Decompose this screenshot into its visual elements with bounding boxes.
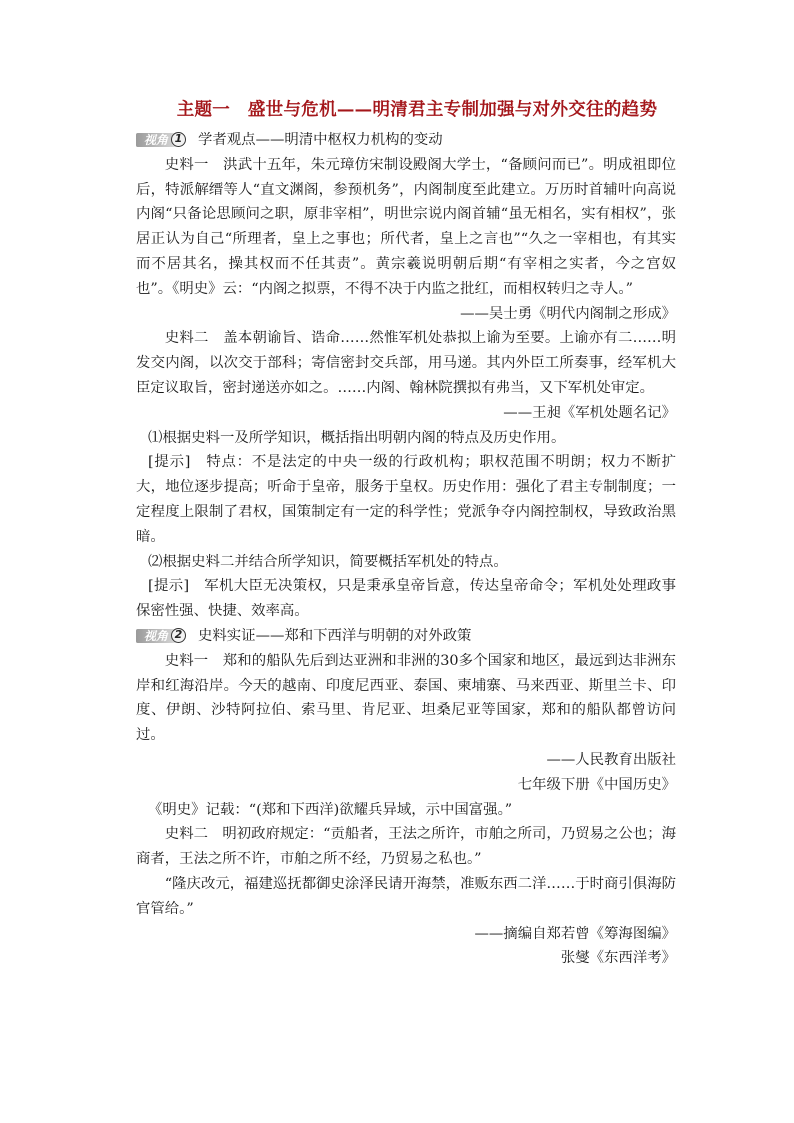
angle-badge-icon <box>136 627 192 645</box>
angle2-cite2-line1: ——摘编自郑若曾《筹海图编》 <box>474 925 676 942</box>
angle2-quote: “隆庆改元，福建巡抚都御史涂泽民请开海禁，准贩东西二洋……于时商引俱海防官管给。” <box>136 875 676 917</box>
angle2-heading-row <box>136 624 676 649</box>
question-1: ⑴根据史料一及所学知识，概括指出明朝内阁的特点及历史作用。 <box>148 429 566 446</box>
angle1-cite1: ——吴士勇《明代内阁制之形成》 <box>460 305 676 322</box>
angle2-cite1-line2: 七年级下册《中国历史》 <box>517 776 676 793</box>
question-2: ⑵根据史料二并结合所学知识，简要概括军机处的特点。 <box>148 553 508 570</box>
answer-1: [提示] 特点：不是法定的中央一级的行政机构；职权范围不明朗；权力不断扩大，地位逐步提高；听命于皇帝，服务于皇权。历史作用：强化了君主专制制度；一定程度上限制了君权，国策制定有一定的科学性；党派争夺内阁控制权，导致政治黑暗。 <box>136 454 676 545</box>
angle2-cite1-line1: ——人民教育出版社 <box>546 751 676 768</box>
angle1-source2: 史料二 盖本朝谕旨、诰命……然惟军机处恭拟上谕为至要。上谕亦有二……明发交内阁，以次交于部科；寄信密封交兵部，用马递。其内外臣工所奏事，经军机大臣定议取旨，密封递送亦如之。……内阁、翰林院撰拟有弗当，又下军机处审定。 <box>136 330 676 396</box>
badge-label: 视角 <box>144 629 169 644</box>
page-title: 主题一 盛世与危机——明清君主专制加强与对外交往的趋势 <box>176 100 658 120</box>
angle2-source1: 史料一 郑和的船队先后到达亚洲和非洲的30多个国家和地区，最远到达非洲东岸和红海沿岸。今天的越南、印度尼西亚、泰国、柬埔寨、马来西亚、斯里兰卡、印度、伊朗、沙特阿拉伯、索马里、肯尼亚、坦桑尼亚等国家，郑和的船队都曾访问过。 <box>136 652 676 744</box>
angle1-source1: 史料一 洪武十五年，朱元璋仿宋制设殿阁大学士，“备顾问而已”。明成祖即位后，特派解缙等人“直文渊阁，参预机务”，内阁制度至此建立。万历时首辅叶向高说内阁“只备论思顾问之职，原非宰相”，明世宗说内阁首辅“虽无相名，实有相权”，张居正认为自己“所理者，皇上之事也；所代者，皇上之言也”“久之一宰相也，有其实而不居其名，操其权而不任其责”。黄宗羲说明朝后期“有宰相之实者，今之宫奴也”。《明史》云：“内阁之拟票，不得不决于内监之批红，而相权转归之寺人。” <box>136 156 676 297</box>
angle2-heading: 史料实证——郑和下西洋与明朝的对外政策 <box>198 627 472 644</box>
badge-number: 1 <box>171 132 186 147</box>
angle2-cite2-line2: 张燮《东西洋考》 <box>560 950 676 967</box>
angle1-heading-row <box>136 128 676 153</box>
angle2-source2: 史料二 明初政府规定：“贡船者，王法之所许，市舶之所司，乃贸易之公也；海商者，王法之所不许，市舶之所不经，乃贸易之私也。” <box>136 826 676 868</box>
badge-label: 视角 <box>144 133 169 148</box>
angle-badge-icon <box>136 131 192 149</box>
angle1-heading: 学者观点——明清中枢权力机构的变动 <box>198 132 443 148</box>
mingshi-quote: 《明史》记载：“(郑和下西洋)欲耀兵异域，示中国富强。” <box>148 801 513 818</box>
answer-2: [提示] 军机大臣无决策权，只是秉承皇帝旨意，传达皇帝命令；军机处处理政事保密性强、快捷、效率高。 <box>136 578 676 620</box>
badge-number: 2 <box>171 628 186 643</box>
content-body <box>136 128 676 971</box>
angle1-cite2: ——王昶《军机处题名记》 <box>503 404 676 421</box>
